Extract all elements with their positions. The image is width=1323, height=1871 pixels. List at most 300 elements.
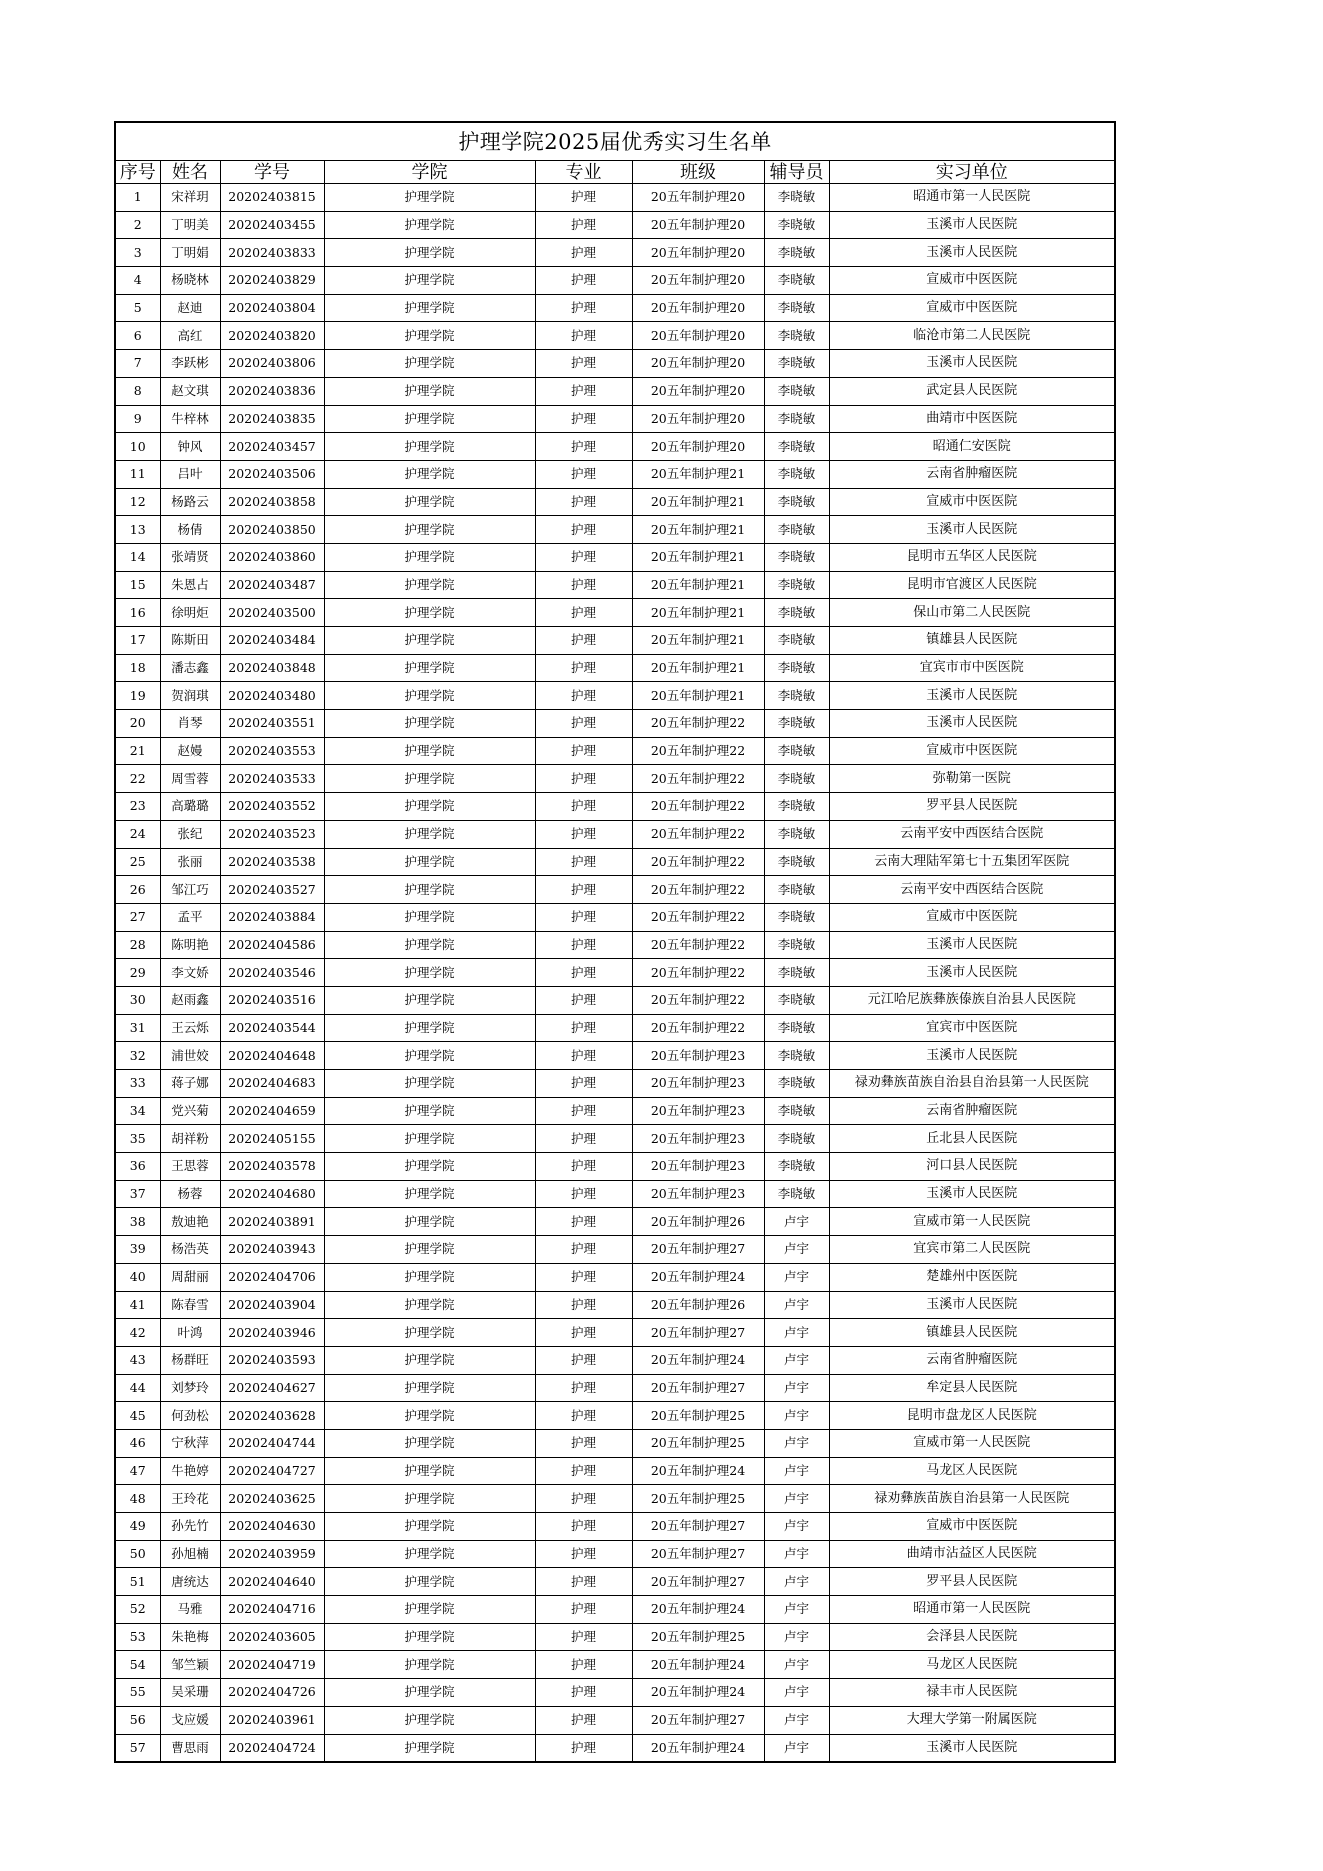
- cell-student-id: 20202403506: [220, 460, 324, 488]
- cell-college: 护理学院: [324, 1429, 535, 1457]
- cell-class: 20五年制护理25: [632, 1402, 764, 1430]
- cell-student-id: 20202403836: [220, 377, 324, 405]
- cell-major: 护理: [535, 1374, 632, 1402]
- cell-counselor: 李晓敏: [764, 627, 829, 655]
- cell-index: 32: [115, 1042, 160, 1070]
- cell-name: 邹竺颖: [160, 1651, 220, 1679]
- cell-student-id: 20202403904: [220, 1291, 324, 1319]
- cell-class: 20五年制护理20: [632, 433, 764, 461]
- cell-index: 16: [115, 599, 160, 627]
- cell-student-id: 20202403552: [220, 793, 324, 821]
- table-row: [115, 1706, 1115, 1734]
- cell-class: 20五年制护理20: [632, 184, 764, 212]
- cell-name: 孙先竹: [160, 1513, 220, 1541]
- table-row: [115, 1623, 1115, 1651]
- cell-class: 20五年制护理22: [632, 1014, 764, 1042]
- cell-class: 20五年制护理21: [632, 627, 764, 655]
- cell-student-id: 20202404706: [220, 1263, 324, 1291]
- cell-student-id: 20202403833: [220, 239, 324, 267]
- table-row: [115, 820, 1115, 848]
- cell-class: 20五年制护理22: [632, 848, 764, 876]
- cell-internship-unit: 玉溪市人民医院: [829, 682, 1115, 710]
- cell-internship-unit: 宣威市中医医院: [829, 737, 1115, 765]
- cell-counselor: 卢宇: [764, 1596, 829, 1624]
- cell-student-id: 20202403860: [220, 543, 324, 571]
- cell-name: 周甜丽: [160, 1263, 220, 1291]
- cell-counselor: 卢宇: [764, 1485, 829, 1513]
- table-row: [115, 959, 1115, 987]
- cell-internship-unit: 禄丰市人民医院: [829, 1679, 1115, 1707]
- cell-college: 护理学院: [324, 820, 535, 848]
- cell-student-id: 20202404586: [220, 931, 324, 959]
- cell-name: 杨晓林: [160, 267, 220, 295]
- cell-major: 护理: [535, 460, 632, 488]
- cell-internship-unit: 宣威市中医医院: [829, 1513, 1115, 1541]
- cell-major: 护理: [535, 848, 632, 876]
- table-row: [115, 1125, 1115, 1153]
- cell-name: 赵嫚: [160, 737, 220, 765]
- cell-class: 20五年制护理27: [632, 1540, 764, 1568]
- cell-counselor: 李晓敏: [764, 294, 829, 322]
- cell-index: 52: [115, 1596, 160, 1624]
- cell-college: 护理学院: [324, 1042, 535, 1070]
- cell-index: 53: [115, 1623, 160, 1651]
- cell-college: 护理学院: [324, 516, 535, 544]
- cell-major: 护理: [535, 1070, 632, 1098]
- cell-index: 40: [115, 1263, 160, 1291]
- cell-internship-unit: 玉溪市人民医院: [829, 931, 1115, 959]
- cell-internship-unit: 玉溪市人民医院: [829, 350, 1115, 378]
- cell-college: 护理学院: [324, 1236, 535, 1264]
- cell-student-id: 20202404724: [220, 1734, 324, 1762]
- cell-major: 护理: [535, 876, 632, 904]
- cell-name: 何劲松: [160, 1402, 220, 1430]
- cell-counselor: 李晓敏: [764, 1014, 829, 1042]
- cell-index: 49: [115, 1513, 160, 1541]
- table-row: [115, 1208, 1115, 1236]
- cell-index: 20: [115, 710, 160, 738]
- cell-index: 12: [115, 488, 160, 516]
- cell-major: 护理: [535, 1623, 632, 1651]
- cell-major: 护理: [535, 1291, 632, 1319]
- cell-class: 20五年制护理22: [632, 903, 764, 931]
- cell-index: 14: [115, 543, 160, 571]
- cell-index: 6: [115, 322, 160, 350]
- cell-student-id: 20202403961: [220, 1706, 324, 1734]
- cell-major: 护理: [535, 488, 632, 516]
- cell-counselor: 卢宇: [764, 1540, 829, 1568]
- cell-class: 20五年制护理25: [632, 1485, 764, 1513]
- cell-student-id: 20202403544: [220, 1014, 324, 1042]
- cell-counselor: 李晓敏: [764, 1070, 829, 1098]
- cell-name: 李文娇: [160, 959, 220, 987]
- cell-major: 护理: [535, 1014, 632, 1042]
- cell-student-id: 20202404683: [220, 1070, 324, 1098]
- cell-college: 护理学院: [324, 1651, 535, 1679]
- header-student-id: 学号: [220, 161, 324, 184]
- cell-major: 护理: [535, 599, 632, 627]
- table-row: [115, 294, 1115, 322]
- cell-index: 9: [115, 405, 160, 433]
- cell-counselor: 李晓敏: [764, 322, 829, 350]
- cell-class: 20五年制护理27: [632, 1706, 764, 1734]
- cell-counselor: 李晓敏: [764, 765, 829, 793]
- cell-internship-unit: 玉溪市人民医院: [829, 211, 1115, 239]
- cell-name: 孟平: [160, 903, 220, 931]
- cell-college: 护理学院: [324, 1734, 535, 1762]
- table-row: [115, 1319, 1115, 1347]
- cell-index: 29: [115, 959, 160, 987]
- cell-student-id: 20202404727: [220, 1457, 324, 1485]
- cell-class: 20五年制护理20: [632, 267, 764, 295]
- table-row: [115, 1374, 1115, 1402]
- cell-major: 护理: [535, 931, 632, 959]
- cell-name: 马雅: [160, 1596, 220, 1624]
- cell-major: 护理: [535, 765, 632, 793]
- cell-name: 贺润琪: [160, 682, 220, 710]
- cell-name: 曹思雨: [160, 1734, 220, 1762]
- cell-index: 1: [115, 184, 160, 212]
- cell-college: 护理学院: [324, 1623, 535, 1651]
- cell-index: 3: [115, 239, 160, 267]
- cell-internship-unit: 宜宾市市中医医院: [829, 654, 1115, 682]
- cell-student-id: 20202403527: [220, 876, 324, 904]
- cell-index: 17: [115, 627, 160, 655]
- cell-index: 55: [115, 1679, 160, 1707]
- cell-class: 20五年制护理21: [632, 654, 764, 682]
- cell-index: 11: [115, 460, 160, 488]
- cell-student-id: 20202403806: [220, 350, 324, 378]
- cell-counselor: 李晓敏: [764, 682, 829, 710]
- cell-class: 20五年制护理23: [632, 1153, 764, 1181]
- cell-name: 张靖贤: [160, 543, 220, 571]
- cell-student-id: 20202405155: [220, 1125, 324, 1153]
- cell-class: 20五年制护理22: [632, 931, 764, 959]
- cell-college: 护理学院: [324, 1319, 535, 1347]
- cell-counselor: 卢宇: [764, 1374, 829, 1402]
- table-row: [115, 1236, 1115, 1264]
- cell-internship-unit: 河口县人民医院: [829, 1153, 1115, 1181]
- cell-index: 50: [115, 1540, 160, 1568]
- table-row: [115, 627, 1115, 655]
- cell-name: 周雪蓉: [160, 765, 220, 793]
- cell-internship-unit: 弥勒第一医院: [829, 765, 1115, 793]
- cell-index: 39: [115, 1236, 160, 1264]
- cell-major: 护理: [535, 571, 632, 599]
- cell-college: 护理学院: [324, 211, 535, 239]
- cell-name: 张纪: [160, 820, 220, 848]
- cell-counselor: 卢宇: [764, 1734, 829, 1762]
- table-row: [115, 876, 1115, 904]
- cell-internship-unit: 宣威市第一人民医院: [829, 1429, 1115, 1457]
- cell-name: 肖琴: [160, 710, 220, 738]
- cell-student-id: 20202403500: [220, 599, 324, 627]
- cell-counselor: 李晓敏: [764, 737, 829, 765]
- cell-student-id: 20202403891: [220, 1208, 324, 1236]
- cell-college: 护理学院: [324, 1706, 535, 1734]
- cell-college: 护理学院: [324, 765, 535, 793]
- cell-counselor: 卢宇: [764, 1623, 829, 1651]
- cell-student-id: 20202404640: [220, 1568, 324, 1596]
- cell-index: 47: [115, 1457, 160, 1485]
- cell-class: 20五年制护理26: [632, 1291, 764, 1319]
- cell-college: 护理学院: [324, 1679, 535, 1707]
- cell-major: 护理: [535, 294, 632, 322]
- cell-college: 护理学院: [324, 488, 535, 516]
- cell-name: 胡祥粉: [160, 1125, 220, 1153]
- cell-index: 13: [115, 516, 160, 544]
- table-row: [115, 1485, 1115, 1513]
- cell-class: 20五年制护理22: [632, 793, 764, 821]
- cell-college: 护理学院: [324, 627, 535, 655]
- table-row: [115, 1070, 1115, 1098]
- cell-student-id: 20202404659: [220, 1097, 324, 1125]
- cell-college: 护理学院: [324, 267, 535, 295]
- table-row: [115, 350, 1115, 378]
- table-body: [115, 184, 1115, 1763]
- cell-class: 20五年制护理27: [632, 1513, 764, 1541]
- cell-college: 护理学院: [324, 1291, 535, 1319]
- cell-name: 朱恩占: [160, 571, 220, 599]
- cell-name: 党兴菊: [160, 1097, 220, 1125]
- cell-internship-unit: 宜宾市第二人民医院: [829, 1236, 1115, 1264]
- cell-college: 护理学院: [324, 543, 535, 571]
- cell-class: 20五年制护理27: [632, 1319, 764, 1347]
- cell-counselor: 卢宇: [764, 1457, 829, 1485]
- table-row: [115, 460, 1115, 488]
- table-row: [115, 1402, 1115, 1430]
- cell-index: 24: [115, 820, 160, 848]
- cell-college: 护理学院: [324, 1485, 535, 1513]
- cell-class: 20五年制护理22: [632, 765, 764, 793]
- table-row: [115, 1651, 1115, 1679]
- cell-name: 宁秋萍: [160, 1429, 220, 1457]
- cell-counselor: 李晓敏: [764, 793, 829, 821]
- cell-major: 护理: [535, 1319, 632, 1347]
- cell-name: 杨路云: [160, 488, 220, 516]
- cell-class: 20五年制护理20: [632, 377, 764, 405]
- table-row: [115, 1291, 1115, 1319]
- table-row: [115, 793, 1115, 821]
- cell-college: 护理学院: [324, 848, 535, 876]
- cell-counselor: 李晓敏: [764, 1180, 829, 1208]
- cell-internship-unit: 昆明市官渡区人民医院: [829, 571, 1115, 599]
- cell-index: 23: [115, 793, 160, 821]
- cell-class: 20五年制护理22: [632, 820, 764, 848]
- header-index: 序号: [115, 161, 160, 184]
- cell-internship-unit: 罗平县人民医院: [829, 1568, 1115, 1596]
- cell-major: 护理: [535, 1706, 632, 1734]
- cell-name: 高红: [160, 322, 220, 350]
- cell-internship-unit: 玉溪市人民医院: [829, 1042, 1115, 1070]
- cell-student-id: 20202403516: [220, 986, 324, 1014]
- cell-index: 15: [115, 571, 160, 599]
- cell-major: 护理: [535, 1402, 632, 1430]
- cell-college: 护理学院: [324, 1568, 535, 1596]
- cell-counselor: 卢宇: [764, 1346, 829, 1374]
- title-row: [115, 122, 1115, 161]
- cell-student-id: 20202403943: [220, 1236, 324, 1264]
- cell-name: 戈应媛: [160, 1706, 220, 1734]
- cell-major: 护理: [535, 737, 632, 765]
- cell-counselor: 李晓敏: [764, 903, 829, 931]
- table-row: [115, 267, 1115, 295]
- cell-class: 20五年制护理22: [632, 959, 764, 987]
- cell-student-id: 20202403538: [220, 848, 324, 876]
- table-row: [115, 1457, 1115, 1485]
- cell-counselor: 李晓敏: [764, 1097, 829, 1125]
- cell-student-id: 20202404716: [220, 1596, 324, 1624]
- cell-index: 21: [115, 737, 160, 765]
- table-row: [115, 1097, 1115, 1125]
- cell-student-id: 20202403804: [220, 294, 324, 322]
- cell-name: 杨群旺: [160, 1346, 220, 1374]
- cell-internship-unit: 宣威市中医医院: [829, 294, 1115, 322]
- cell-major: 护理: [535, 793, 632, 821]
- cell-college: 护理学院: [324, 350, 535, 378]
- cell-counselor: 李晓敏: [764, 571, 829, 599]
- cell-internship-unit: 楚雄州中医医院: [829, 1263, 1115, 1291]
- cell-index: 56: [115, 1706, 160, 1734]
- cell-index: 5: [115, 294, 160, 322]
- cell-major: 护理: [535, 543, 632, 571]
- cell-internship-unit: 云南大理陆军第七十五集团军医院: [829, 848, 1115, 876]
- cell-major: 护理: [535, 377, 632, 405]
- cell-major: 护理: [535, 1734, 632, 1762]
- cell-index: 33: [115, 1070, 160, 1098]
- cell-counselor: 李晓敏: [764, 405, 829, 433]
- cell-college: 护理学院: [324, 1513, 535, 1541]
- cell-name: 叶鸿: [160, 1319, 220, 1347]
- cell-internship-unit: 马龙区人民医院: [829, 1651, 1115, 1679]
- cell-counselor: 李晓敏: [764, 239, 829, 267]
- cell-internship-unit: 玉溪市人民医院: [829, 1180, 1115, 1208]
- cell-college: 护理学院: [324, 1070, 535, 1098]
- cell-internship-unit: 云南省肿瘤医院: [829, 460, 1115, 488]
- table-row: [115, 405, 1115, 433]
- cell-counselor: 卢宇: [764, 1513, 829, 1541]
- cell-internship-unit: 宣威市第一人民医院: [829, 1208, 1115, 1236]
- cell-college: 护理学院: [324, 322, 535, 350]
- cell-college: 护理学院: [324, 876, 535, 904]
- cell-name: 宋祥玥: [160, 184, 220, 212]
- cell-student-id: 20202403523: [220, 820, 324, 848]
- cell-counselor: 卢宇: [764, 1291, 829, 1319]
- cell-college: 护理学院: [324, 294, 535, 322]
- cell-counselor: 李晓敏: [764, 211, 829, 239]
- cell-name: 赵文琪: [160, 377, 220, 405]
- cell-major: 护理: [535, 1568, 632, 1596]
- cell-internship-unit: 武定县人民医院: [829, 377, 1115, 405]
- cell-internship-unit: 会泽县人民医院: [829, 1623, 1115, 1651]
- cell-counselor: 李晓敏: [764, 460, 829, 488]
- cell-major: 护理: [535, 211, 632, 239]
- cell-major: 护理: [535, 1236, 632, 1264]
- cell-student-id: 20202403835: [220, 405, 324, 433]
- cell-major: 护理: [535, 1457, 632, 1485]
- cell-college: 护理学院: [324, 1263, 535, 1291]
- cell-counselor: 李晓敏: [764, 710, 829, 738]
- table-row: [115, 211, 1115, 239]
- cell-major: 护理: [535, 959, 632, 987]
- table-row: [115, 848, 1115, 876]
- header-name: 姓名: [160, 161, 220, 184]
- cell-class: 20五年制护理27: [632, 1374, 764, 1402]
- cell-index: 30: [115, 986, 160, 1014]
- cell-internship-unit: 玉溪市人民医院: [829, 239, 1115, 267]
- table-row: [115, 377, 1115, 405]
- roster-sheet: [114, 121, 1114, 1763]
- cell-internship-unit: 昆明市五华区人民医院: [829, 543, 1115, 571]
- cell-index: 38: [115, 1208, 160, 1236]
- cell-name: 杨浩英: [160, 1236, 220, 1264]
- cell-internship-unit: 云南平安中西医结合医院: [829, 820, 1115, 848]
- cell-major: 护理: [535, 903, 632, 931]
- cell-index: 41: [115, 1291, 160, 1319]
- cell-class: 20五年制护理22: [632, 737, 764, 765]
- cell-major: 护理: [535, 1097, 632, 1125]
- cell-class: 20五年制护理22: [632, 876, 764, 904]
- cell-class: 20五年制护理23: [632, 1070, 764, 1098]
- cell-student-id: 20202403820: [220, 322, 324, 350]
- cell-name: 吴采珊: [160, 1679, 220, 1707]
- page-title: 护理学院2025届优秀实习生名单: [115, 122, 1115, 161]
- cell-student-id: 20202403959: [220, 1540, 324, 1568]
- cell-index: 48: [115, 1485, 160, 1513]
- cell-name: 朱艳梅: [160, 1623, 220, 1651]
- cell-internship-unit: 保山市第二人民医院: [829, 599, 1115, 627]
- cell-major: 护理: [535, 1180, 632, 1208]
- cell-name: 浦世姣: [160, 1042, 220, 1070]
- cell-student-id: 20202404726: [220, 1679, 324, 1707]
- cell-student-id: 20202403884: [220, 903, 324, 931]
- cell-major: 护理: [535, 1346, 632, 1374]
- table-row: [115, 433, 1115, 461]
- cell-index: 25: [115, 848, 160, 876]
- cell-student-id: 20202403593: [220, 1346, 324, 1374]
- cell-internship-unit: 镇雄县人民医院: [829, 627, 1115, 655]
- cell-internship-unit: 禄劝彝族苗族自治县第一人民医院: [829, 1485, 1115, 1513]
- header-counselor: 辅导员: [764, 161, 829, 184]
- table-row: [115, 903, 1115, 931]
- table-row: [115, 184, 1115, 212]
- cell-college: 护理学院: [324, 1374, 535, 1402]
- cell-college: 护理学院: [324, 931, 535, 959]
- cell-class: 20五年制护理20: [632, 294, 764, 322]
- cell-college: 护理学院: [324, 793, 535, 821]
- cell-index: 19: [115, 682, 160, 710]
- cell-internship-unit: 云南省肿瘤医院: [829, 1097, 1115, 1125]
- table-row: [115, 488, 1115, 516]
- cell-college: 护理学院: [324, 710, 535, 738]
- cell-index: 4: [115, 267, 160, 295]
- cell-index: 36: [115, 1153, 160, 1181]
- cell-student-id: 20202403858: [220, 488, 324, 516]
- cell-internship-unit: 昭通市第一人民医院: [829, 1596, 1115, 1624]
- cell-college: 护理学院: [324, 1097, 535, 1125]
- cell-counselor: 李晓敏: [764, 184, 829, 212]
- cell-counselor: 李晓敏: [764, 599, 829, 627]
- cell-student-id: 20202403487: [220, 571, 324, 599]
- table-row: [115, 1679, 1115, 1707]
- cell-college: 护理学院: [324, 737, 535, 765]
- cell-counselor: 李晓敏: [764, 820, 829, 848]
- cell-internship-unit: 曲靖市中医医院: [829, 405, 1115, 433]
- cell-class: 20五年制护理24: [632, 1346, 764, 1374]
- cell-major: 护理: [535, 1651, 632, 1679]
- cell-college: 护理学院: [324, 986, 535, 1014]
- cell-internship-unit: 牟定县人民医院: [829, 1374, 1115, 1402]
